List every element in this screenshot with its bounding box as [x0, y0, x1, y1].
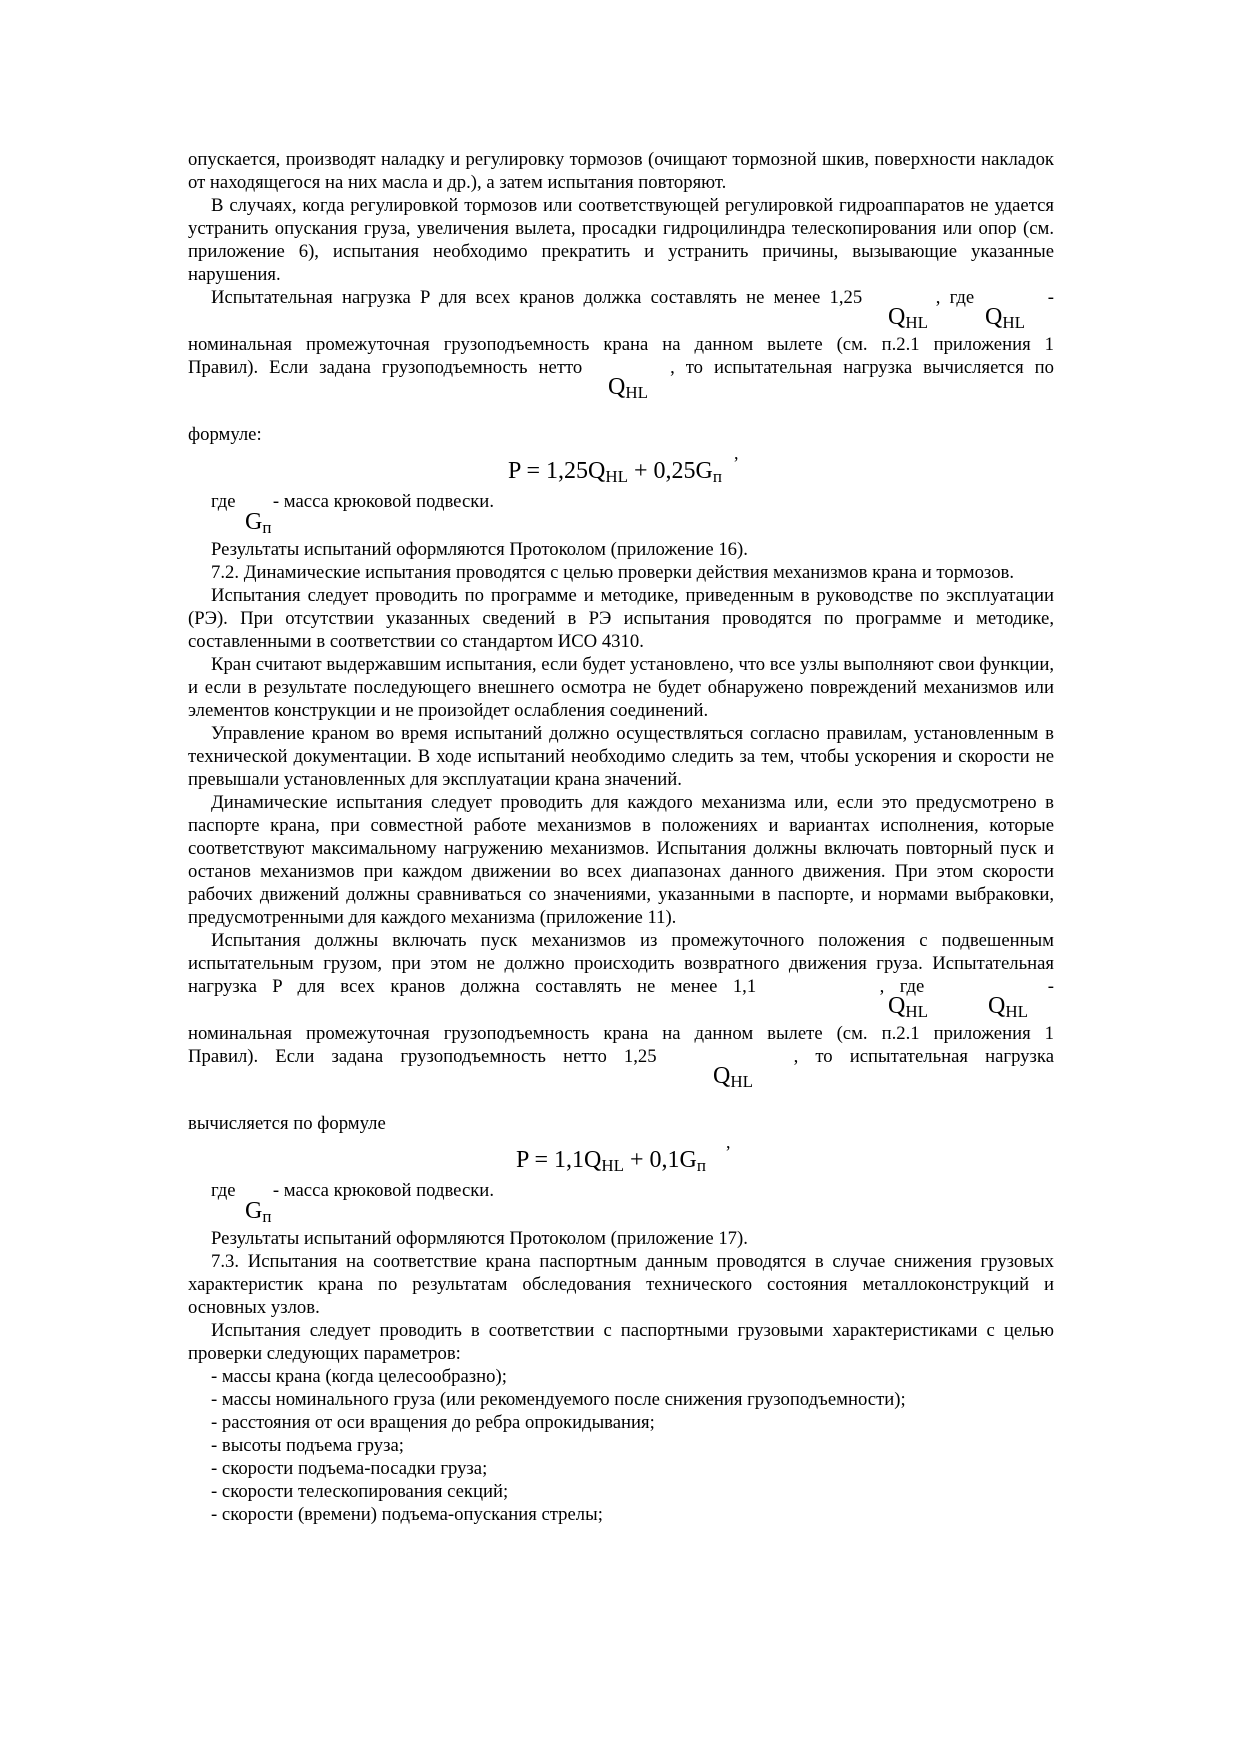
- paragraph: вычисляется по формуле: [188, 1113, 386, 1134]
- paragraph: Динамические испытания следует проводить для каждого механизма или, если это предусмотрено в паспорте крана, при совместной работе механизмов в положениях и вариантах исполнения, которые соответствуют максимальному нагружению механизмов. Испытания должны включать повторный пуск и останов механизмов при каждом движении во всех диапазонах данного движения. При этом скорости рабочих движений должны сравниваться со значениями, указанными в паспорте, и нормами выбраковки, предусмотренными для каждого механизма (приложение 11).: [188, 792, 1054, 928]
- list-item: - скорости подъема-посадки груза;: [211, 1458, 488, 1479]
- symbol-q-hl: $Q_{HL}$: [888, 993, 929, 1021]
- paragraph: Результаты испытаний оформляются Протоколом (приложение 17).: [211, 1228, 748, 1249]
- formula-symbols-row: [188, 304, 1054, 333]
- symbol-g-p: $G_п$: [245, 1198, 272, 1226]
- formula-symbols-row: [188, 993, 1054, 1022]
- formula-1-expression: $P = 1,25Q_{HL} + 0,25G_п$: [508, 458, 722, 486]
- document-page: [188, 148, 1059, 1526]
- list-item: - массы номинального груза (или рекомендуемого после снижения грузоподъемности);: [211, 1389, 906, 1410]
- formula-2-expression: $P = 1,1Q_{HL} + 0,1G_п$: [516, 1147, 706, 1175]
- paragraph: 7.3. Испытания на соответствие крана паспортным данным проводятся в случае снижения грузовых характеристик крана по результатам обследования технического состояния металлоконструкций и основных узлов.: [188, 1251, 1054, 1318]
- symbol-q-hl: $Q_{HL}$: [985, 304, 1026, 332]
- formula-2: [188, 1132, 1054, 1179]
- paragraph: Испытательная нагрузка P для всех кранов должка составлять не менее 1,25 , где -: [211, 287, 1054, 308]
- paragraph: номинальная промежуточная грузоподъемность крана на данном вылете (см. п.2.1 приложения 1: [188, 1023, 1054, 1044]
- list-item: - массы крана (когда целесообразно);: [211, 1366, 507, 1387]
- paragraph: В случаях, когда регулировкой тормозов или соответствующей регулировкой гидроаппаратов не удается устранить опускания груза, увеличения вылета, просадки гидроцилиндра телескопирования или опор (см. приложение 6), испытания необходимо прекратить и устранить причины, вызывающие указанные нарушения.: [188, 195, 1054, 285]
- paragraph: Кран считают выдержавшим испытания, если будет установлено, что все узлы выполняют свои функции, и если в результате последующего внешнего осмотра не будет обнаружено повреждений механизмов или элементов конструкции и не произойдет ослабления соединений.: [188, 654, 1054, 721]
- paragraph: опускается, производят наладку и регулировку тормозов (очищают тормозной шкив, поверхности накладок от находящегося на них масла и др.), а затем испытания повторяют.: [188, 149, 1054, 193]
- paragraph: Результаты испытаний оформляются Протоколом (приложение 16).: [211, 539, 748, 560]
- parameter-list: [188, 1365, 1054, 1526]
- formula-symbols-row: [188, 374, 1054, 403]
- list-item: - скорости телескопирования секций;: [211, 1481, 509, 1502]
- symbol-q-hl: $Q_{HL}$: [608, 374, 649, 402]
- formula-comma: ,: [734, 443, 739, 463]
- list-item: - скорости (времени) подъема-опускания стрелы;: [211, 1504, 603, 1525]
- definition-g: где - масса крюковой подвески. $G_п$: [211, 1180, 494, 1226]
- paragraph: Испытания должны включать пуск механизмов из промежуточного положения с подвешенным испытательным грузом, при этом не должно происходить возвратного движения груза. Испытательная нагрузка P для всех кранов должна составлять не менее 1,1 , где -: [188, 930, 1059, 997]
- symbol-q-hl: $Q_{HL}$: [888, 304, 929, 332]
- paragraph: формуле:: [188, 424, 262, 445]
- formula-comma: ,: [726, 1132, 731, 1152]
- paragraph: Правил). Если задана грузоподъемность нетто 1,25 , то испытательная нагрузка: [188, 1046, 1054, 1067]
- symbol-g-p: $G_п$: [245, 509, 272, 537]
- list-item: - высоты подъема груза;: [211, 1435, 404, 1456]
- paragraph: Испытания следует проводить по программе и методике, приведенным в руководстве по эксплуатации (РЭ). При отсутствии указанных сведений в РЭ испытания проводятся по программе и методике, составленными в соответствии со стандартом ИСО 4310.: [188, 585, 1054, 652]
- symbol-q-hl: $Q_{HL}$: [988, 993, 1029, 1021]
- paragraph: Правил). Если задана грузоподъемность нетто , то испытательная нагрузка вычисляется по: [188, 357, 1054, 378]
- paragraph: 7.2. Динамические испытания проводятся с целью проверки действия механизмов крана и тормозов.: [211, 562, 1015, 583]
- formula-symbols-row: [188, 1063, 1054, 1092]
- definition-g: где - масса крюковой подвески. $G_п$: [211, 491, 494, 537]
- paragraph: Управление краном во время испытаний должно осуществляться согласно правилам, установленным в технической документации. В ходе испытаний необходимо следить за тем, чтобы ускорения и скорости не превышали установленных для эксплуатации крана значений.: [188, 723, 1054, 790]
- list-item: - расстояния от оси вращения до ребра опрокидывания;: [211, 1412, 655, 1433]
- paragraph: Испытания следует проводить в соответствии с паспортными грузовыми характеристиками с целью проверки следующих параметров:: [188, 1320, 1054, 1364]
- formula-1: [188, 443, 1054, 490]
- paragraph: номинальная промежуточная грузоподъемность крана на данном вылете (см. п.2.1 приложения 1: [188, 334, 1054, 355]
- symbol-q-hl: $Q_{HL}$: [713, 1063, 754, 1091]
